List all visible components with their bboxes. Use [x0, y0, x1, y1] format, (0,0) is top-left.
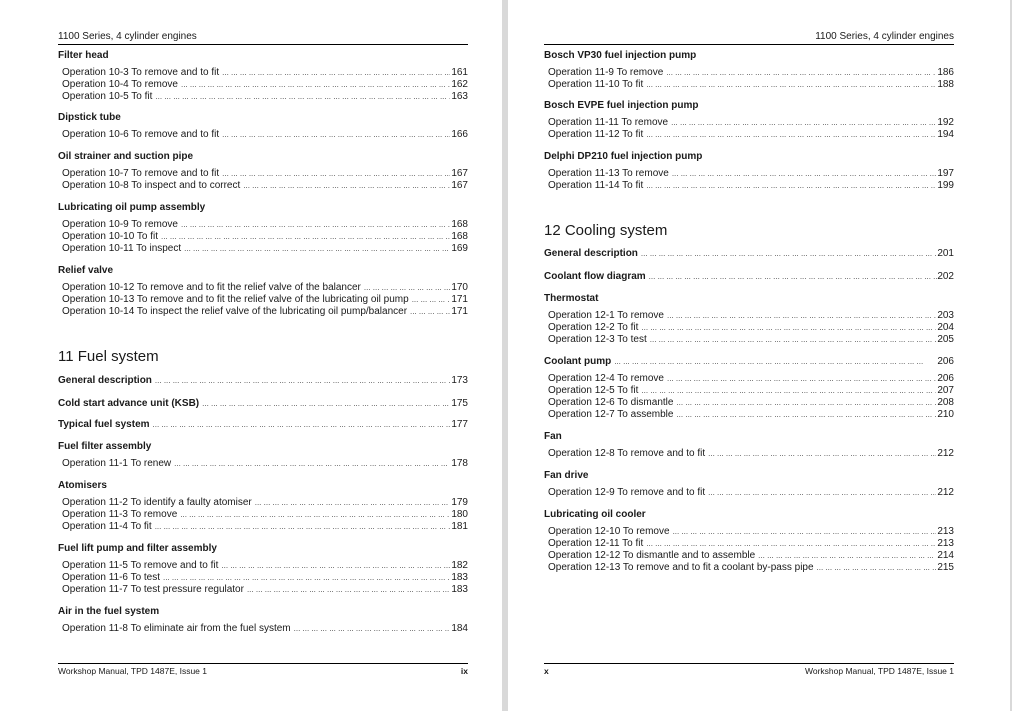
section-air-fuel	[58, 606, 468, 635]
section-title: Atomisers	[58, 480, 107, 491]
toc-entry[interactable]: Operation 12-13 To remove and to fit a coolant by-pass pipe ... . 215	[544, 562, 954, 574]
entry-general-description[interactable]: General description ... . 201	[544, 248, 954, 260]
section-title: Relief valve	[58, 265, 114, 276]
section-thermostat	[544, 293, 954, 346]
toc-entry[interactable]: Operation 11-5 To remove and to fit ... . 182	[58, 560, 468, 572]
toc-entry[interactable]: Operation 12-3 To test ... . 205	[544, 334, 954, 346]
toc-entry[interactable]: Operation 10-12 To remove and to fit the relief valve of the balancer ... . 170	[58, 282, 468, 294]
toc-entry[interactable]: Operation 12-2 To fit ... . 204	[544, 322, 954, 334]
toc-entry[interactable]: Operation 10-14 To inspect the relief valve of the lubricating oil pump/balancer ... . 171	[58, 306, 468, 318]
section-bosch-evpe	[544, 100, 954, 141]
section-bosch-vp30	[544, 50, 954, 91]
page-footer	[544, 663, 954, 676]
section-lub-pump	[58, 202, 468, 255]
left-page	[0, 0, 502, 711]
section-filter-head	[58, 50, 468, 103]
toc-entry[interactable]: Operation 11-2 To identify a faulty atomiser ... . 179	[58, 497, 468, 509]
toc-entry[interactable]: Operation 11-7 To test pressure regulator ... . 183	[58, 584, 468, 596]
section-title: Filter head	[58, 50, 109, 61]
section-lift-pump	[58, 543, 468, 596]
running-head: 1100 Series, 4 cylinder engines	[58, 31, 468, 45]
toc-entry[interactable]: Operation 12-9 To remove and to fit ... . 212	[544, 487, 954, 499]
section-title: Delphi DP210 fuel injection pump	[544, 151, 703, 162]
footer-title: Workshop Manual, TPD 1487E, Issue 1	[58, 666, 207, 676]
toc-entry[interactable]: Operation 10-8 To inspect and to correct ... . 167	[58, 180, 468, 192]
toc-entry[interactable]: Operation 10-9 To remove ... . 168	[58, 219, 468, 231]
toc-entry[interactable]: Operation 12-8 To remove and to fit ... . 212	[544, 448, 954, 460]
toc-entry[interactable]: Operation 12-1 To remove ... . 203	[544, 310, 954, 322]
section-title: Fuel filter assembly	[58, 441, 152, 452]
entry-general-description[interactable]: General description ... . 173	[58, 375, 468, 387]
section-title: Bosch EVPE fuel injection pump	[544, 100, 699, 111]
toc-entry[interactable]: Operation 11-13 To remove ... . 197	[544, 168, 954, 180]
section-delphi	[544, 151, 954, 192]
section-fuel-filter	[58, 441, 468, 470]
chapter-title: 11 Fuel system	[58, 348, 159, 365]
section-title: Oil strainer and suction pipe	[58, 151, 194, 162]
section-lub-cooler	[544, 509, 954, 574]
section-oil-strainer	[58, 151, 468, 192]
toc-entry[interactable]: Operation 12-5 To fit ... . 207	[544, 385, 954, 397]
chapter-11	[58, 348, 468, 366]
section-title: Lubricating oil cooler	[544, 509, 646, 520]
toc-entry[interactable]: Operation 12-4 To remove ... . 206	[544, 373, 954, 385]
footer-page-number: x	[544, 666, 549, 676]
entry-cold-start[interactable]: Cold start advance unit (KSB) ... . 175	[58, 398, 468, 410]
toc-entry[interactable]: Operation 10-7 To remove and to fit ... . 167	[58, 168, 468, 180]
toc-entry[interactable]: Operation 11-4 To fit ... . 181	[58, 521, 468, 533]
toc-entry[interactable]: Operation 10-3 To remove and to fit ... . 161	[58, 67, 468, 79]
toc-entry[interactable]: Operation 11-12 To fit ... . 194	[544, 129, 954, 141]
section-title: Air in the fuel system	[58, 606, 160, 617]
toc-entry[interactable]: Operation 11-10 To fit ... . 188	[544, 79, 954, 91]
section-relief-valve	[58, 265, 468, 318]
section-title: Dipstick tube	[58, 112, 121, 123]
section-fan-drive	[544, 470, 954, 499]
section-title: Fan	[544, 431, 562, 442]
toc-entry[interactable]: Operation 10-10 To fit ... . 168	[58, 231, 468, 243]
toc-entry[interactable]: Operation 12-10 To remove ... . 213	[544, 526, 954, 538]
toc-entry[interactable]: Operation 11-3 To remove ... . 180	[58, 509, 468, 521]
chapter-title: 12 Cooling system	[544, 222, 668, 239]
page-footer	[58, 663, 468, 676]
section-dipstick	[58, 112, 468, 141]
section-title: Thermostat	[544, 293, 599, 304]
toc-entry[interactable]: Operation 12-6 To dismantle ... . 208	[544, 397, 954, 409]
section-title: Lubricating oil pump assembly	[58, 202, 206, 213]
section-atomisers	[58, 480, 468, 533]
coolant-pump-heading[interactable]: Coolant pump ... . 206	[544, 356, 954, 368]
toc-entry[interactable]: Operation 11-6 To test ... . 183	[58, 572, 468, 584]
toc-entry[interactable]: Operation 12-11 To fit ... . 213	[544, 538, 954, 550]
section-title: Fan drive	[544, 470, 589, 481]
right-page	[508, 0, 1010, 711]
toc-entry[interactable]: Operation 10-6 To remove and to fit ... . 166	[58, 129, 468, 141]
toc-entry[interactable]: Operation 12-12 To dismantle and to assemble ... . 214	[544, 550, 954, 562]
toc-entry[interactable]: Operation 10-5 To fit ... . 163	[58, 91, 468, 103]
entry-typical-fuel-system[interactable]: Typical fuel system ... . 177	[58, 419, 468, 431]
toc-entry[interactable]: Operation 10-13 To remove and to fit the relief valve of the lubricating oil pump ... . 171	[58, 294, 468, 306]
toc-entry[interactable]: Operation 11-9 To remove ... . 186	[544, 67, 954, 79]
section-title: Fuel lift pump and filter assembly	[58, 543, 217, 554]
chapter-12	[544, 222, 954, 240]
toc-entry[interactable]: Operation 12-7 To assemble ... . 210	[544, 409, 954, 421]
toc-entry[interactable]: Operation 11-8 To eliminate air from the fuel system ... . 184	[58, 623, 468, 635]
toc-entry[interactable]: Operation 10-4 To remove ... . 162	[58, 79, 468, 91]
toc-entry[interactable]: Operation 11-1 To renew ... . 178	[58, 458, 468, 470]
entry-coolant-flow-diagram[interactable]: Coolant flow diagram ... . 202	[544, 271, 954, 283]
section-coolant-pump	[544, 356, 954, 421]
running-head: 1100 Series, 4 cylinder engines	[544, 31, 954, 45]
footer-page-number: ix	[460, 666, 468, 676]
toc-entry[interactable]: Operation 11-14 To fit ... . 199	[544, 180, 954, 192]
toc-entry[interactable]: Operation 11-11 To remove ... . 192	[544, 117, 954, 129]
section-fan	[544, 431, 954, 460]
toc-entry[interactable]: Operation 10-11 To inspect ... . 169	[58, 243, 468, 255]
section-title: Bosch VP30 fuel injection pump	[544, 50, 697, 61]
footer-title: Workshop Manual, TPD 1487E, Issue 1	[805, 666, 954, 676]
